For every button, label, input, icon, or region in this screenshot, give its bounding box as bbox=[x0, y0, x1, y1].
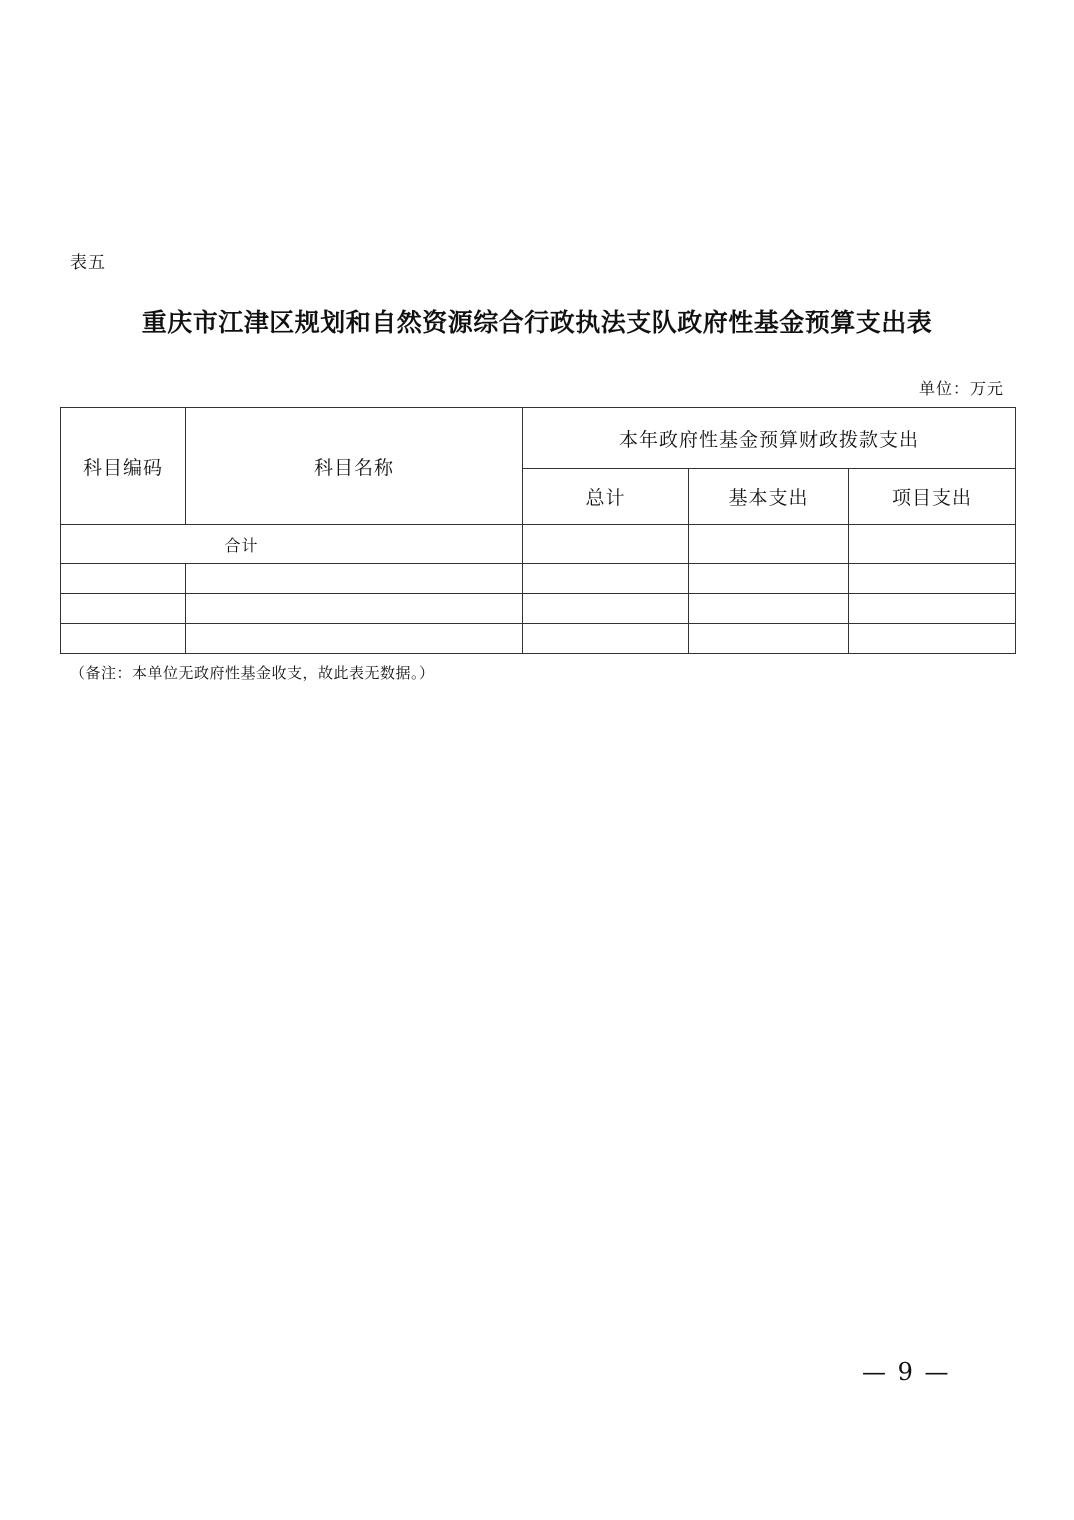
header-subject-name: 科目名称 bbox=[186, 408, 523, 525]
row-total-cell bbox=[523, 594, 689, 624]
row-code-cell bbox=[61, 624, 186, 654]
row-total-cell bbox=[523, 624, 689, 654]
total-row-basic-cell bbox=[689, 525, 849, 564]
header-subject-code: 科目编码 bbox=[61, 408, 186, 525]
table-row bbox=[61, 594, 1016, 624]
table-label: 表五 bbox=[70, 253, 106, 273]
total-row bbox=[61, 525, 1016, 564]
row-basic-cell bbox=[689, 594, 849, 624]
row-name-cell bbox=[186, 594, 523, 624]
row-total-cell bbox=[523, 564, 689, 594]
table-row bbox=[61, 624, 1016, 654]
row-basic-cell bbox=[689, 624, 849, 654]
header-basic-expenditure: 基本支出 bbox=[689, 469, 849, 525]
total-row-project-cell bbox=[849, 525, 1016, 564]
document-title: 重庆市江津区规划和自然资源综合行政执法支队政府性基金预算支出表 bbox=[141, 308, 933, 337]
header-fund-expenditure-group: 本年政府性基金预算财政拨款支出 bbox=[523, 408, 1016, 469]
row-name-cell bbox=[186, 624, 523, 654]
page-number: — 9 — bbox=[862, 1358, 951, 1386]
row-basic-cell bbox=[689, 564, 849, 594]
total-row-total-cell bbox=[523, 525, 689, 564]
row-code-cell bbox=[61, 594, 186, 624]
table-note: （备注：本单位无政府性基金收支，故此表无数据。） bbox=[70, 664, 435, 682]
row-project-cell bbox=[849, 564, 1016, 594]
budget-table bbox=[60, 407, 1016, 654]
total-row-label: 合计 bbox=[61, 525, 523, 564]
row-project-cell bbox=[849, 594, 1016, 624]
header-total: 总计 bbox=[523, 469, 689, 525]
table-row bbox=[61, 564, 1016, 594]
unit-label: 单位：万元 bbox=[918, 379, 1004, 398]
row-project-cell bbox=[849, 624, 1016, 654]
header-project-expenditure: 项目支出 bbox=[849, 469, 1016, 525]
row-code-cell bbox=[61, 564, 186, 594]
row-name-cell bbox=[186, 564, 523, 594]
